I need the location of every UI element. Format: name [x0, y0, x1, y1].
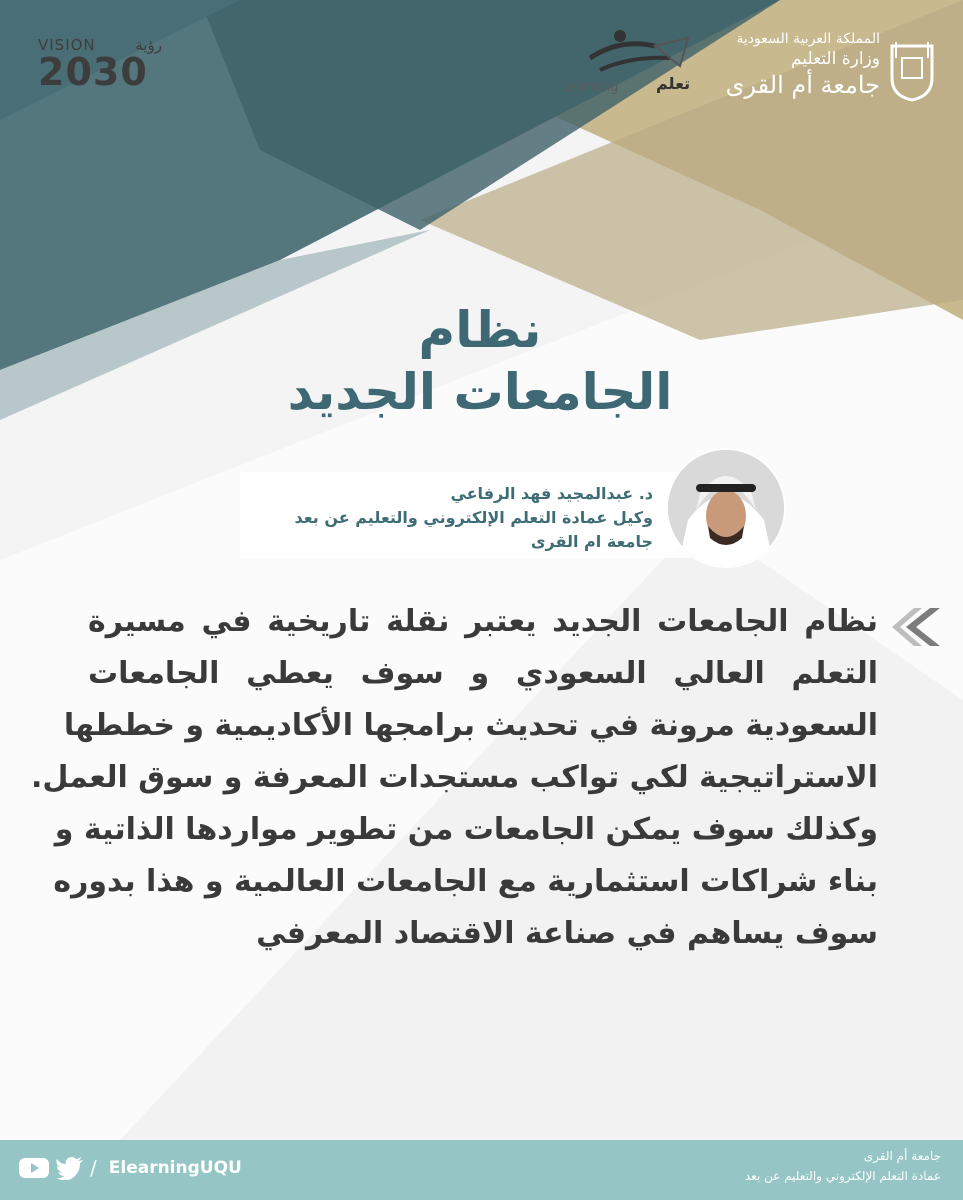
page-title: [230, 300, 730, 424]
separator-slash: /: [90, 1156, 97, 1180]
learning-mark-icon: [560, 28, 700, 78]
body-line: وكذلك سوف يمكن الجامعات من تطوير مواردها الذاتية و: [54, 812, 878, 847]
university-seal-icon: [884, 38, 940, 102]
footer-university-info: [745, 1146, 941, 1186]
kingdom-label: المملكة العربية السعودية: [736, 31, 880, 47]
footer-deanship: عمادة التعلم الإلكتروني والتعليم عن بعد: [744, 1169, 941, 1183]
university-name: جامعة أم القرى: [725, 71, 880, 99]
youtube-icon[interactable]: [18, 1156, 50, 1180]
chevron-left-icon: [890, 604, 942, 650]
author-university: جامعة ام القرى: [530, 532, 653, 551]
article-body: [31, 596, 878, 960]
social-handle[interactable]: ElearningUQU: [108, 1158, 242, 1178]
body-line: بناء شراكات استثمارية مع الجامعات العالمية و هذا بدوره: [53, 864, 878, 899]
author-portrait-icon: [668, 450, 784, 566]
author-info: [295, 482, 654, 554]
body-line: نظام الجامعات الجديد يعتبر نقلة تاريخية في مسيرة: [88, 604, 878, 639]
footer-university: جامعة أم القرى: [863, 1149, 941, 1163]
body-line: التعلم العالي السعودي و سوف يعطي الجامعات: [88, 656, 878, 691]
body-line: سوف يساهم في صناعة الاقتصاد المعرفي: [256, 916, 878, 951]
body-line: الاستراتيجية لكي تواكب مستجدات المعرفة و سوق العمل.: [31, 760, 878, 795]
ministry-label: وزارة التعليم: [791, 49, 880, 69]
title-line-1: نظام: [418, 301, 542, 359]
learning-en: Learning: [562, 80, 619, 95]
twitter-icon[interactable]: [56, 1156, 84, 1180]
title-line-2: الجامعات الجديد: [287, 363, 673, 421]
vision-2030-logo: [38, 36, 162, 92]
university-header: [720, 30, 880, 100]
learning-logo: [560, 28, 720, 100]
author-name: د. عبدالمجيد فهد الرفاعي: [450, 484, 653, 503]
author-photo: [666, 448, 786, 568]
learning-ar: تعلم: [656, 74, 691, 93]
vision-label: VISION: [38, 36, 96, 54]
body-line: السعودية مرونة في تحديث برامجها الأكاديمية و خططها: [63, 708, 878, 743]
vision-year: 2030: [38, 50, 148, 94]
vision-arabic: رؤية: [135, 36, 162, 54]
author-role: وكيل عمادة التعلم الإلكتروني والتعليم عن بعد: [294, 508, 653, 527]
social-links: [18, 1156, 242, 1180]
